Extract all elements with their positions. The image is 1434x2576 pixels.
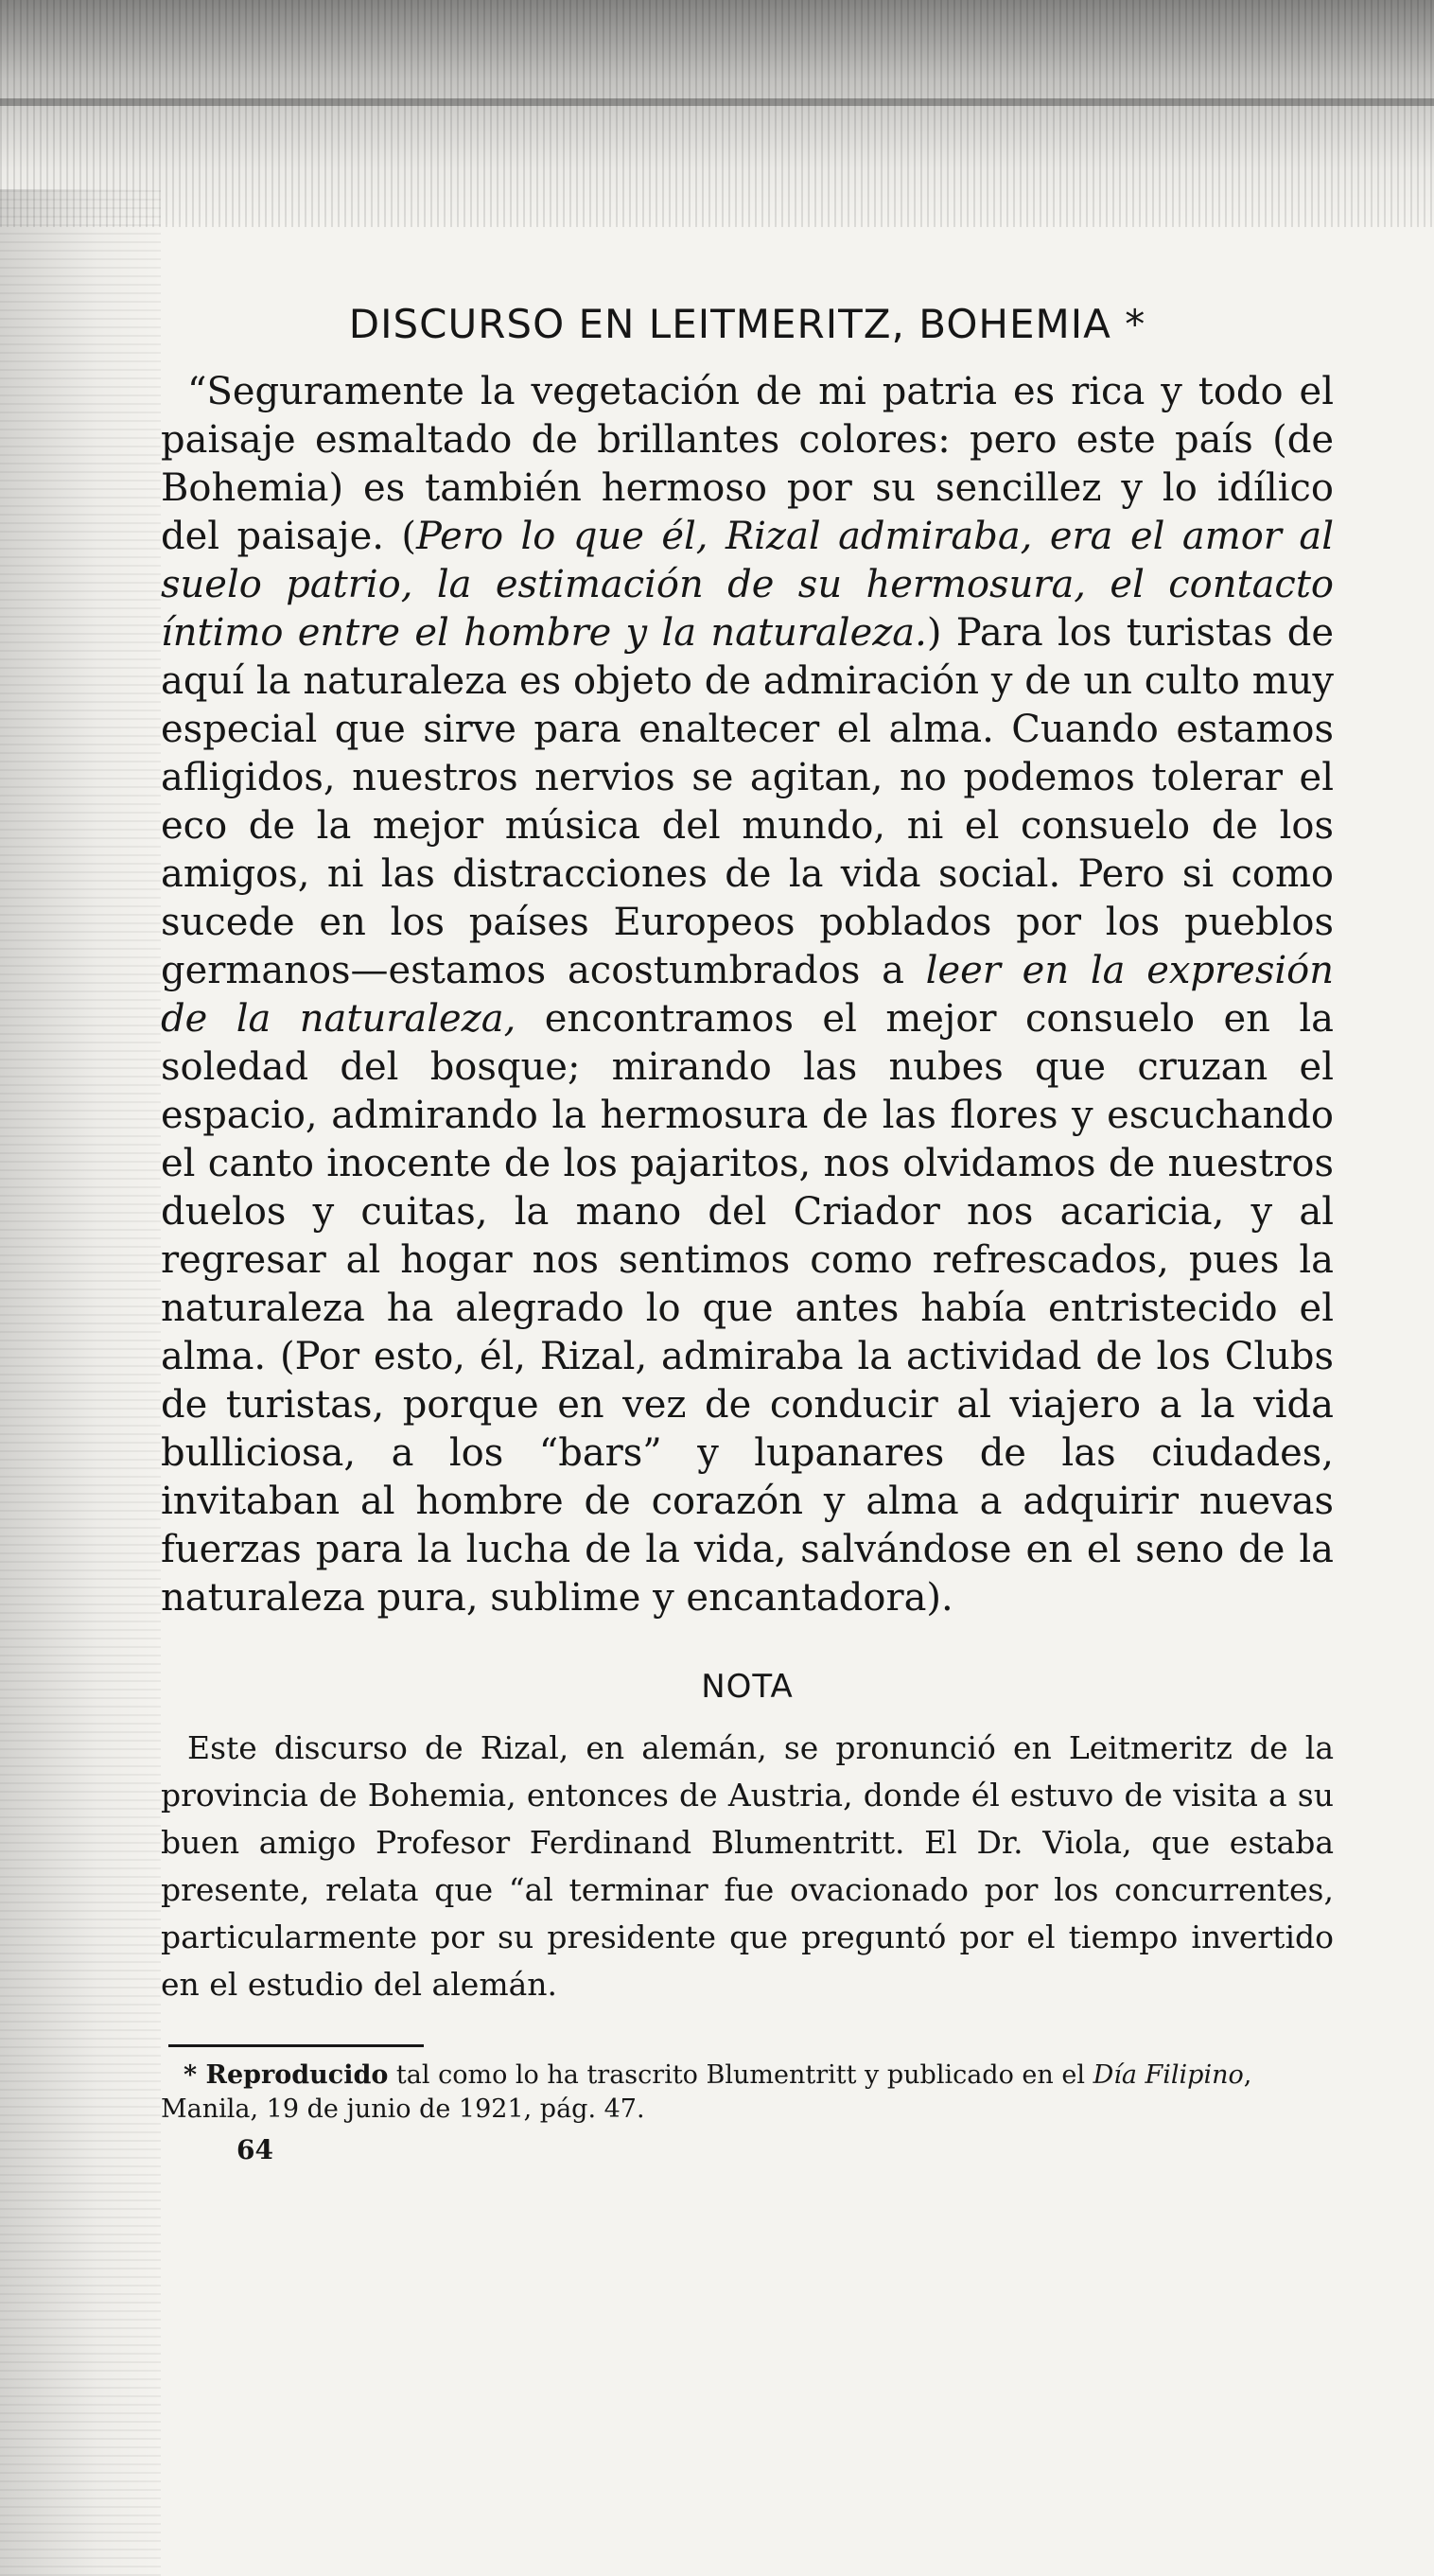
nota-text: Este discurso de Rizal, en alemán, se pronunció en Leitmeritz de la provincia de Bohemia, entonces de Austria, donde él estuvo de visita a su buen amigo Profesor Ferdinand Blumentritt. El Dr. Viola, que estaba presente, relata que “al terminar fue ovacionado por los concurrentes, particularmente por su presidente que preguntó por el tiempo invertido en el estudio del alemán.	[161, 1729, 1334, 2003]
footnote-divider	[168, 2044, 424, 2047]
book-page	[161, 301, 1334, 2165]
footnote-text-a: tal como lo ha trascrito Blumentritt y publicado en el	[388, 2060, 1093, 2090]
page-title: DISCURSO EN LEITMERITZ, BOHEMIA *	[348, 301, 1146, 347]
speech-italic-phrase: leer en la expresión de la naturaleza,	[161, 949, 1334, 1041]
footnote-source: Día Filipino	[1093, 2060, 1244, 2090]
speech-italic-commentary: Pero lo que él, Rizal admiraba, era el amor al suelo patrio, la estimación de su hermosura, el contacto íntimo entre el hombre y la naturaleza.	[161, 515, 1335, 655]
scan-edge-line	[0, 98, 1434, 106]
scan-shadow-top	[0, 0, 1434, 227]
page-number: 64	[236, 2134, 273, 2165]
speech-text	[161, 368, 1334, 1622]
footnote-lead: * Reproducido	[184, 2060, 389, 2090]
speech-part-2: ) Para los turistas de aquí la naturaleza es objeto de admiración y de un culto muy especial que sirve para enaltecer el alma. Cuando estamos afligidos, nuestros nervios se agitan, no podemos tolerar el eco de la mejor música del mundo, ni el consuelo de los amigos, ni las distracciones de la vida social. Pero si como sucede en los países Europeos poblados por los pueblos germanos—estamos acostumbrados a	[161, 611, 1334, 992]
nota-heading: NOTA	[701, 1668, 794, 1706]
speech-part-1: “Seguramente la vegetación de mi patria es rica y todo el paisaje esmaltado de brillantes colores: pero este país (de Bohemia) es también hermoso por su sencillez y lo idílico del paisaje. (	[161, 370, 1334, 558]
scan-shadow-left	[0, 189, 161, 2576]
footnote	[161, 2059, 1334, 2127]
footnote-text-b: , Manila, 19 de junio de 1921, pág. 47.	[161, 2060, 1252, 2124]
speech-part-3: encontramos el mejor consuelo en la soledad del bosque; mirando las nubes que cruzan el espacio, admirando la hermosura de las flores y escuchando el canto inocente de los pajaritos, nos olvidamos de nuestros duelos y cuitas, la mano del Criador nos acaricia, y al regresar al hogar nos sentimos como refrescados, pues la naturaleza ha alegrado lo que antes había entristecido el alma. (Por esto, él, Rizal, admiraba la actividad de los Clubs de turistas, porque en vez de conducir al viajero a la vida bulliciosa, a los “bars” y lupanares de las ciudades, invitaban al hombre de corazón y alma a adquirir nuevas fuerzas para la lucha de la vida, salvándose en el seno de la naturaleza pura, sublime y encantadora).	[161, 997, 1334, 1620]
